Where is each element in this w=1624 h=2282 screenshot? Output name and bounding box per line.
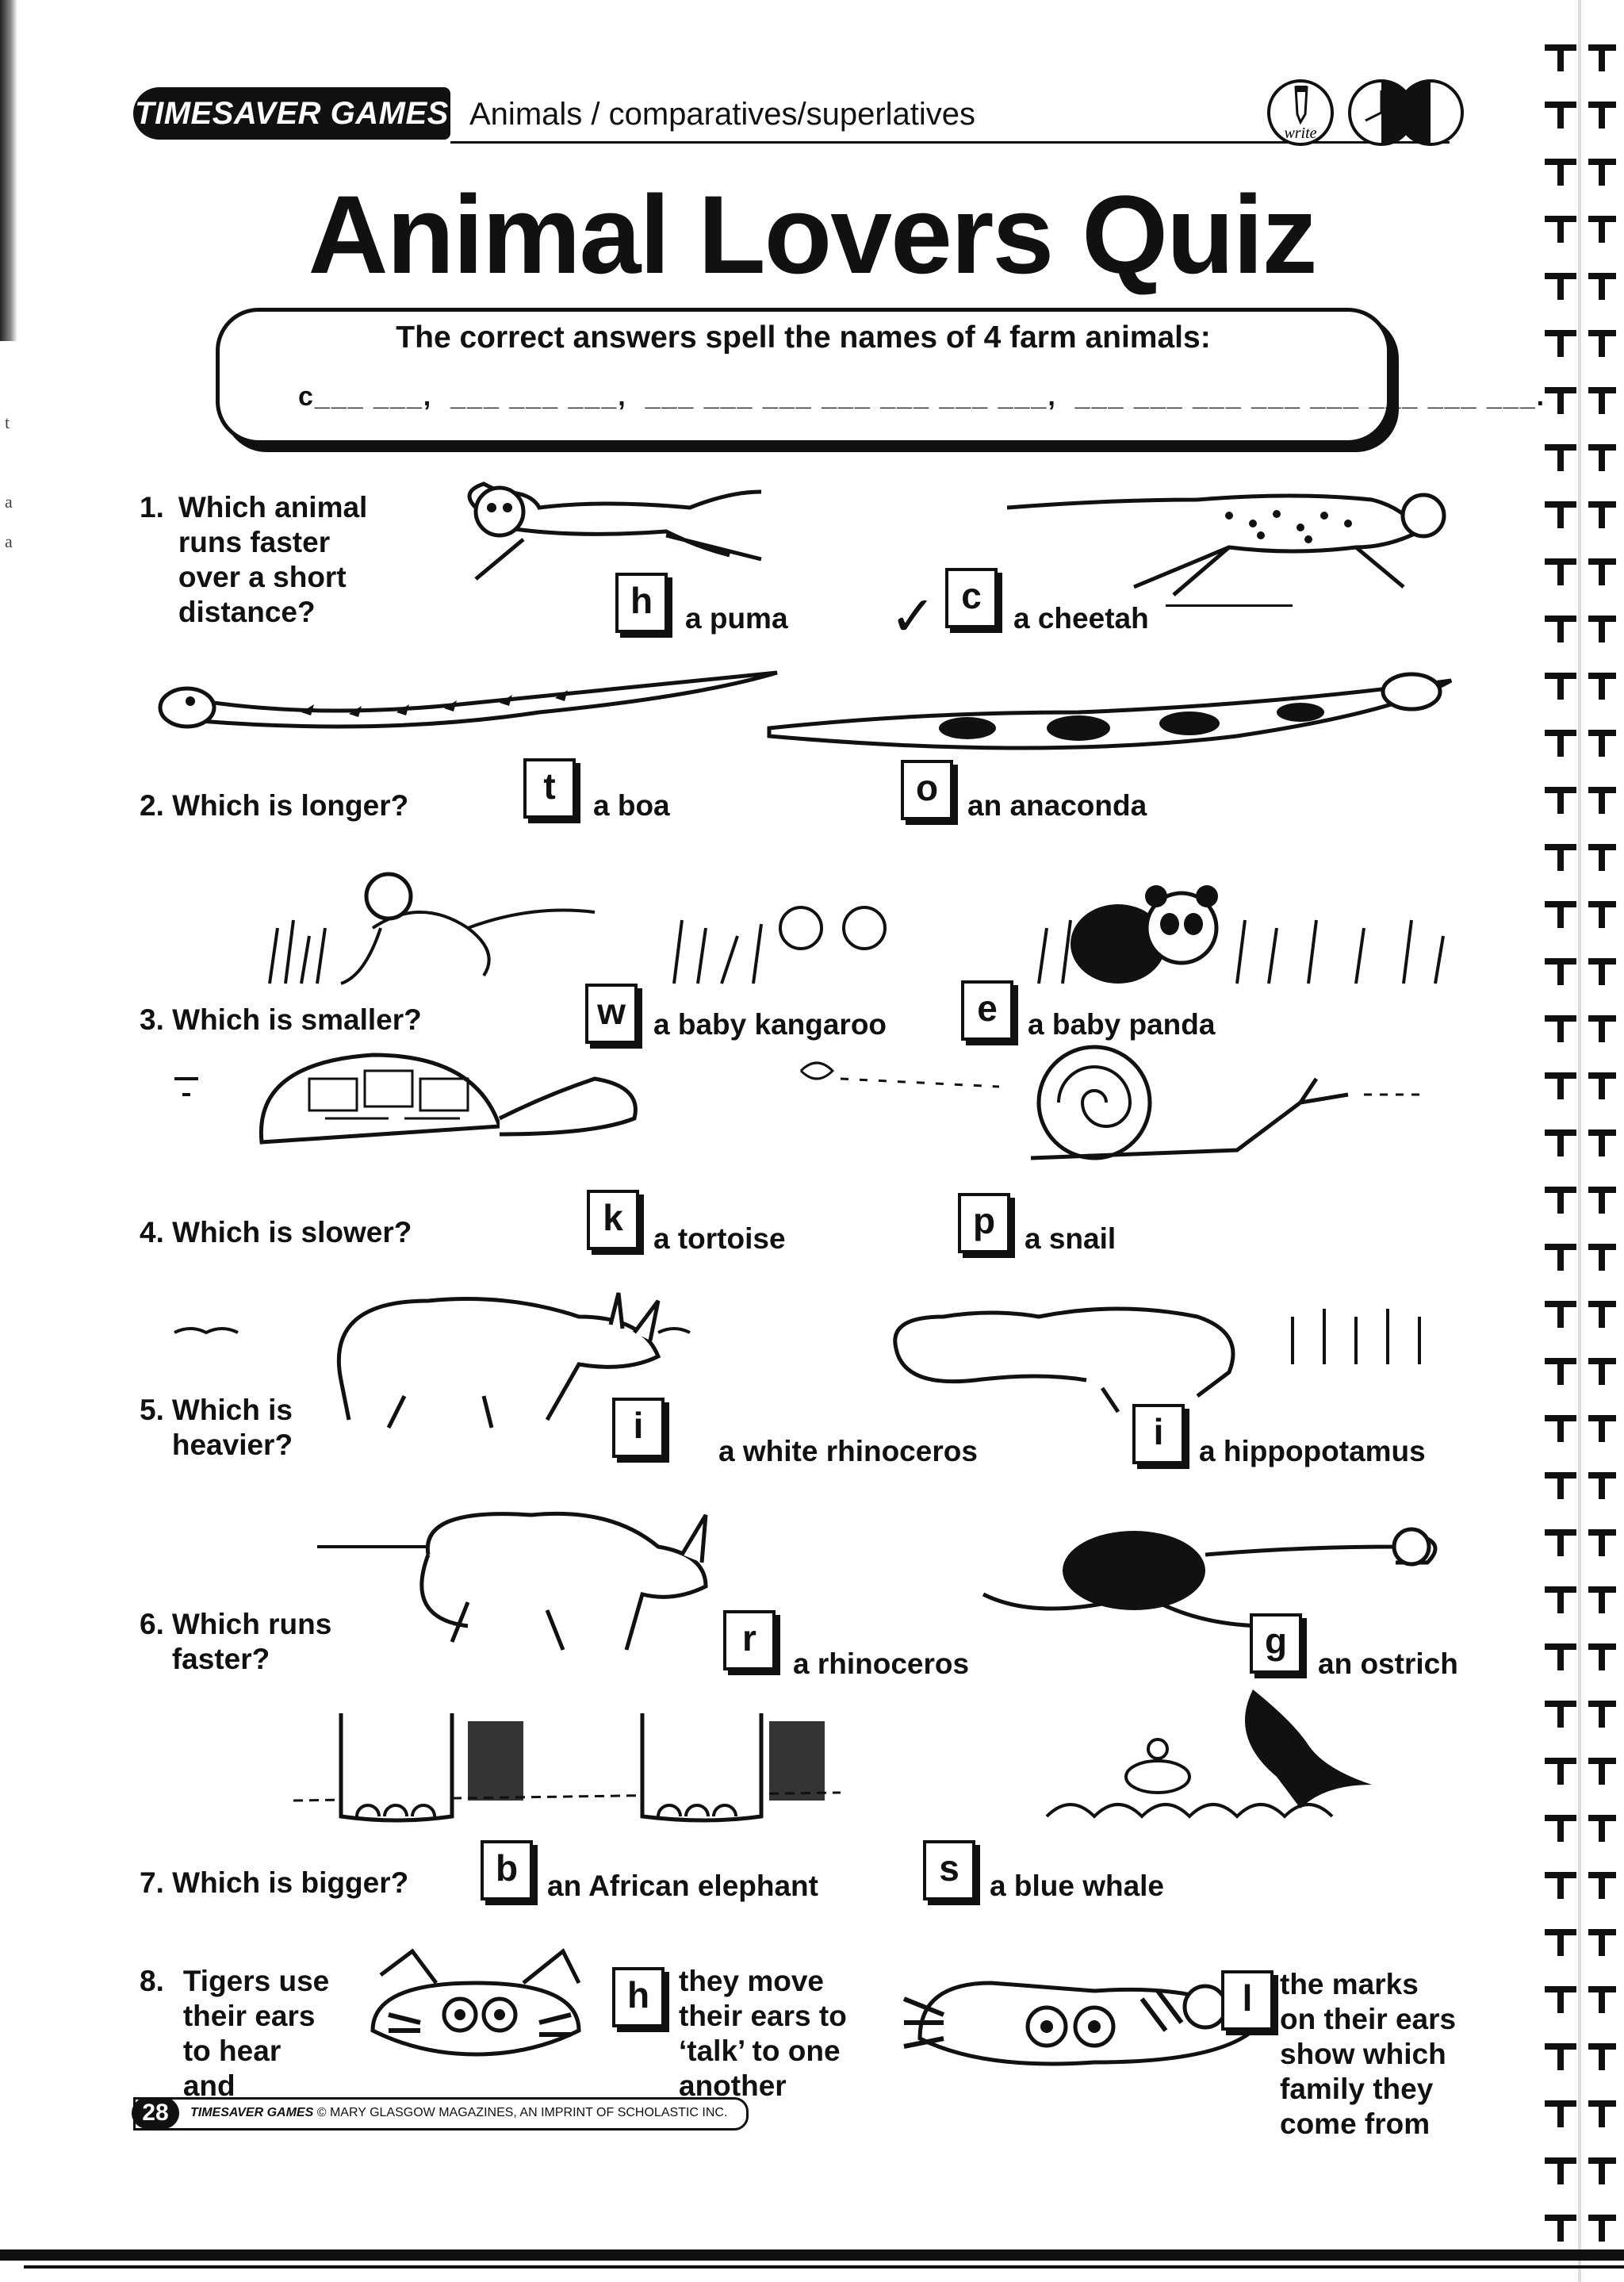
question-6 [140,1607,331,1677]
rhinoceros-illustration [309,1507,737,1658]
answer-letter-box[interactable]: b [481,1840,533,1900]
footer-copyright: © MARY GLASGOW MAGAZINES, AN IMPRINT OF SCHOLASTIC INC. [316,2106,728,2119]
option-text: a cheetah [1013,602,1149,635]
footer-series: TIMESAVER GAMES [190,2106,314,2119]
question-text-line: heavier? [171,1429,293,1461]
question-number: 1. [140,491,164,524]
question-text-line: distance? [178,596,316,628]
question-number: 2. [140,789,164,822]
question-number: 5. [140,1394,164,1426]
option-text: a boa [593,789,670,822]
question-2 [140,788,408,823]
answer-letter-box[interactable]: s [923,1840,975,1900]
answer-letter-box[interactable]: w [585,984,638,1044]
option-text: a baby panda [1028,1008,1216,1041]
answer-letter-box[interactable]: p [958,1193,1010,1253]
option-text [679,1964,847,2104]
scan-bottom-edge [0,2249,1624,2261]
topic-subtitle: Animals / comparatives/superlatives [469,97,976,132]
answer-letter-box[interactable]: g [1250,1613,1302,1674]
option-text-line: ‘talk’ to one [679,2035,841,2067]
answer-letter-box[interactable]: l [1221,1970,1274,2031]
answer-letter-box[interactable]: h [612,1967,665,2027]
spiral-binding [1529,0,1624,2282]
page-title: Animal Lovers Quiz [308,172,1316,297]
option-text: an ostrich [1318,1647,1458,1680]
question-number: 6. [140,1608,164,1640]
question-text-line: Which is bigger? [172,1866,409,1899]
option-text-line: they move [679,1965,825,1997]
option-text: a baby kangaroo [653,1008,887,1041]
scan-bottom-edge-line [24,2265,1624,2269]
option-text: a white rhinoceros [718,1435,978,1467]
kangaroo-panda-illustration [262,849,1467,1007]
option-text-line: family they [1280,2073,1434,2105]
footer-credit [190,2102,727,2124]
question-number: 4. [140,1216,164,1248]
african-elephant-illustration [285,1705,856,1832]
question-7 [140,1866,408,1900]
margin-fragment: a [5,531,13,551]
question-4 [140,1215,412,1250]
question-text-line: and [182,2069,236,2102]
question-text-line: Which animal [178,491,368,524]
question-number: 7. [140,1866,164,1899]
question-text-line: Which is smaller? [172,1003,422,1036]
option-text: a blue whale [990,1870,1165,1902]
option-text: a rhinoceros [793,1647,970,1680]
question-text-line: over a short [178,561,347,593]
question-text-line: to hear [182,2035,282,2067]
question-8 [140,1964,329,2104]
ostrich-illustration [952,1507,1459,1642]
option-text [1280,1967,1456,2142]
option-text-line: on their ears [1280,2003,1457,2035]
hippopotamus-illustration [880,1285,1467,1420]
page-number: 28 [132,2097,179,2129]
question-5 [140,1393,293,1463]
boa-illustration [143,665,793,768]
question-number: 3. [140,1003,164,1036]
option-text: an African elephant [547,1870,818,1902]
checkmark-icon: ✓ [890,584,936,649]
option-text-line: their ears to [679,2000,847,2032]
question-text-line: faster? [171,1643,270,1675]
answer-letter-box[interactable]: h [615,573,668,633]
underline [1166,604,1293,607]
answer-letter-box[interactable]: o [901,760,953,820]
answer-letter-box[interactable]: r [723,1610,776,1670]
answer-letter-box[interactable]: k [587,1190,639,1250]
option-text: a hippopotamus [1199,1435,1426,1467]
question-text-line: Which is [171,1394,293,1426]
option-text: an anaconda [967,789,1147,822]
tortoise-illustration [167,1031,674,1174]
question-text-line: Which is slower? [172,1216,412,1248]
snail-illustration [793,1031,1451,1174]
margin-fragment: t [5,412,10,432]
question-text-line: Tigers use [182,1965,330,1997]
question-text-line: their ears [182,2000,316,2032]
question-1 [140,490,367,630]
question-number: 8. [140,1965,164,1997]
option-text: a puma [685,602,788,635]
blue-whale-illustration [1039,1674,1396,1832]
cheetah-illustration [991,468,1467,603]
answer-letter-box[interactable]: i [612,1398,665,1458]
option-text: a snail [1025,1222,1116,1255]
margin-fragment: a [5,492,13,512]
write-label: write [1284,125,1317,142]
answer-blanks[interactable]: c___ ___, ___ ___ ___, ___ ___ ___ ___ ___ ___ ___, ___ ___ ___ ___ ___ ___ ___ ___. [298,382,1546,412]
tiger-ears-moving-illustration [341,1935,611,2070]
question-text-line: Which is longer? [172,789,409,822]
option-text-line: another [679,2069,787,2102]
question-text-line: runs faster [178,526,331,558]
clock-icon [1348,76,1467,149]
option-text-line: show which [1280,2038,1446,2070]
anaconda-illustration [761,665,1475,768]
answer-letter-box[interactable]: c [945,568,998,628]
option-text: a tortoise [653,1222,786,1255]
option-text-line: come from [1280,2107,1431,2140]
option-text-line: the marks [1280,1968,1419,2000]
question-text-line: Which runs [171,1608,332,1640]
answer-letter-box[interactable]: i [1132,1404,1185,1464]
answer-box-heading: The correct answers spell the names of 4 farm animals: [396,320,1211,355]
pen-icon [1264,76,1337,149]
answer-letter-box[interactable]: t [523,758,576,819]
answer-letter-box[interactable]: e [961,980,1013,1041]
series-tag: TIMESAVER GAMES [133,87,450,140]
